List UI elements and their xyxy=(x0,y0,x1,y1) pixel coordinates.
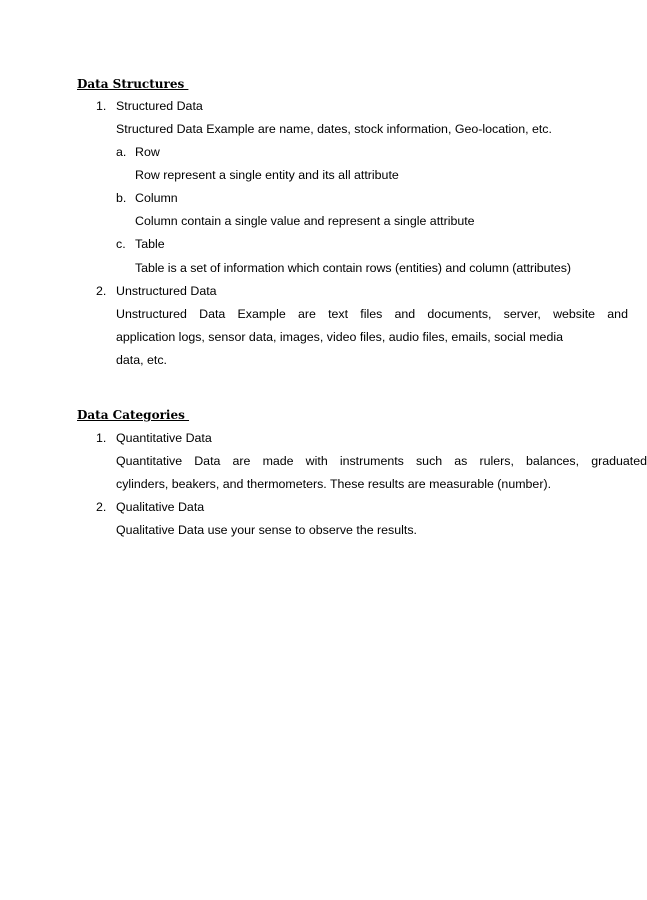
sublist-item-title-row: Row xyxy=(135,145,160,159)
list-marker: 2. xyxy=(96,284,107,298)
word: documents, xyxy=(427,307,492,321)
word: are xyxy=(232,454,251,468)
word: Data xyxy=(194,454,221,468)
sublist-item-description: Column contain a single value and represent a single attribute xyxy=(135,214,475,228)
list-item-description-line: application logs, sensor data, images, video files, audio files, emails, social media xyxy=(116,330,563,344)
word: with xyxy=(305,454,328,468)
list-item-title-structured-data: Structured Data xyxy=(116,99,203,113)
word: files xyxy=(360,307,383,321)
word: website xyxy=(553,307,596,321)
list-item-description: Structured Data Example are name, dates, stock information, Geo-location, etc. xyxy=(116,122,552,136)
word: and xyxy=(607,307,628,321)
section-heading-data-categories: Data Categories xyxy=(77,408,190,422)
sublist-marker: b. xyxy=(116,191,127,205)
list-item-description-line: cylinders, beakers, and thermometers. These results are measurable (number). xyxy=(116,477,552,491)
word: rulers, xyxy=(479,454,514,468)
list-item-description-line: data, etc. xyxy=(116,353,167,367)
word: text xyxy=(328,307,349,321)
word: Unstructured xyxy=(116,307,187,321)
word: balances, xyxy=(526,454,580,468)
list-item-description: Qualitative Data use your sense to observe the results. xyxy=(116,523,417,537)
list-marker: 1. xyxy=(96,431,107,445)
word: server, xyxy=(503,307,541,321)
list-marker: 1. xyxy=(96,99,107,113)
list-item-title-unstructured-data: Unstructured Data xyxy=(116,284,217,298)
list-marker: 2. xyxy=(96,500,107,514)
list-item-title-quantitative-data: Quantitative Data xyxy=(116,431,212,445)
word: and xyxy=(394,307,416,321)
sublist-item-description: Row represent a single entity and its all attribute xyxy=(135,168,399,182)
sublist-marker: a. xyxy=(116,145,127,159)
sublist-item-title-table: Table xyxy=(135,237,165,251)
word: made xyxy=(262,454,294,468)
sublist-marker: c. xyxy=(116,237,126,251)
section-heading-data-structures: Data Structures xyxy=(77,77,189,91)
word: graduated xyxy=(591,454,647,468)
word: as xyxy=(454,454,468,468)
sublist-item-title-column: Column xyxy=(135,191,178,205)
word: instruments xyxy=(339,454,404,468)
sublist-item-description: Table is a set of information which contain rows (entities) and column (attributes) xyxy=(135,261,571,275)
word: Quantitative xyxy=(116,454,183,468)
list-item-description-justified-line xyxy=(116,307,628,322)
word: such xyxy=(415,454,443,468)
word: Example xyxy=(237,307,286,321)
list-item-description-justified-line xyxy=(116,454,647,469)
word: Data xyxy=(199,307,226,321)
word: are xyxy=(297,307,316,321)
list-item-title-qualitative-data: Qualitative Data xyxy=(116,500,205,514)
